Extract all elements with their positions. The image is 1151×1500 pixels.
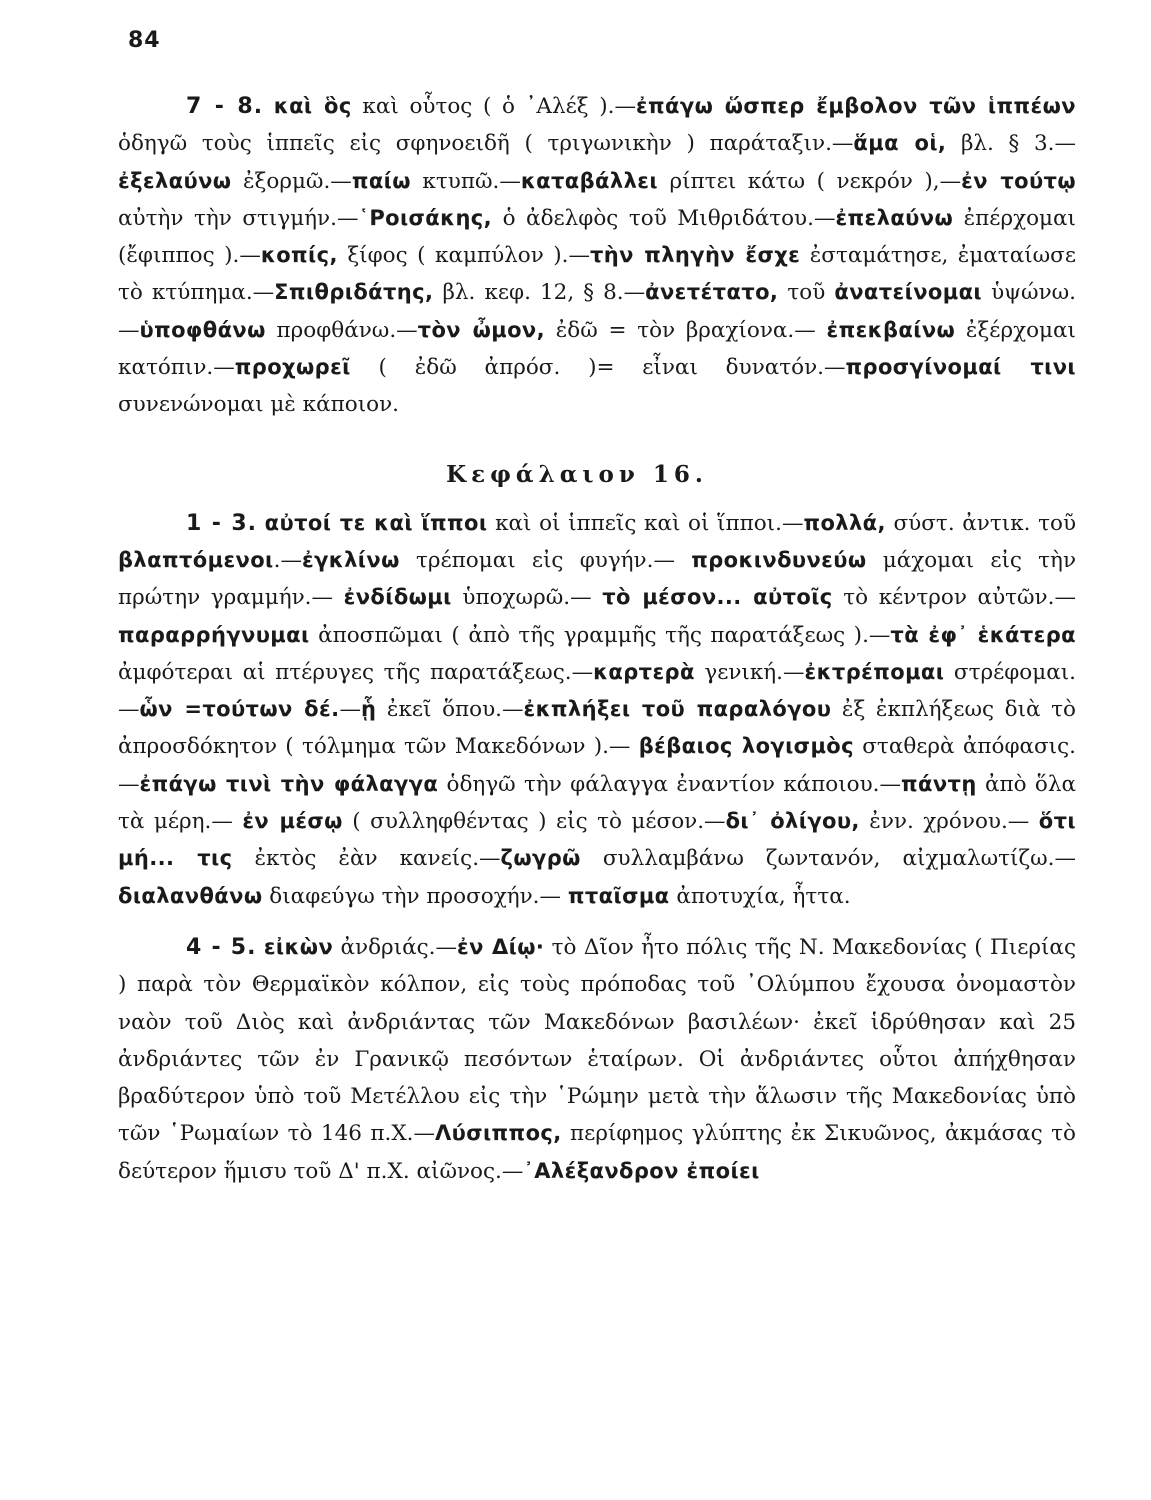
lemma: τὸ μέσον... αὐτοῖς xyxy=(602,585,833,610)
lemma: ᾗ xyxy=(360,697,377,722)
page-content xyxy=(118,88,1076,1190)
lemma: ἐνδίδωμι xyxy=(343,585,452,610)
gloss: ἐξορμῶ.— xyxy=(231,168,352,194)
gloss: συλλαμβάνω ζωντανόν, αἰχμαλωτίζω.— xyxy=(580,846,1076,872)
lemma: ἐπάγω ὥσπερ ἔμβολον τῶν ἱππέων xyxy=(635,94,1076,118)
gloss: ἀμφότεραι αἱ πτέρυγες τῆς παρατάξεως.— xyxy=(118,659,594,685)
chapter-heading: Κεφάλαιον 16. xyxy=(446,460,708,488)
gloss: τοῦ xyxy=(778,280,835,306)
lemma: ἐπεκβαίνω xyxy=(826,317,956,342)
gloss: ἐδῶ = τὸν βραχίονα.— xyxy=(545,317,827,343)
gloss: ὑποχωρῶ.— xyxy=(451,585,603,611)
lemma: ὅτι μή... τις xyxy=(118,809,1076,871)
lemma: ἐκτρέπομαι xyxy=(804,659,945,684)
gloss: ὁ ἀδελφὸς τοῦ Μιθριδάτου.— xyxy=(492,205,836,231)
lemma: βλαπτόμενοι xyxy=(118,547,274,572)
lemma: βέβαιος λογισμὸς xyxy=(638,734,854,759)
lemma: ἀνετέτατο, xyxy=(645,280,779,305)
gloss: ἀπὸ ὅλα τὰ μέρη.— xyxy=(118,771,1076,835)
gloss: ( συλληφθέντας ) εἰς τὸ μέσον.— xyxy=(342,809,726,835)
gloss: ὑψώνω.— xyxy=(118,280,1077,343)
lemma: ῾Ροισάκης, xyxy=(358,205,493,230)
lemma: τὴν πληγὴν ἔσχε xyxy=(589,243,801,268)
gloss: ἐνν. χρόνου.— xyxy=(859,809,1039,835)
lemma: ἐκπλήξει τοῦ παραλόγου xyxy=(523,697,832,722)
lemma: ἐξελαύνω xyxy=(118,168,232,193)
paragraph-7-8 xyxy=(118,88,1076,424)
lemma: ὑποφθάνω xyxy=(139,317,266,342)
lemma: ἐν τούτῳ xyxy=(961,168,1077,193)
lemma: καταβάλλει xyxy=(520,168,658,193)
gloss: ρίπτει κάτω ( νεκρόν ),— xyxy=(657,168,962,194)
lemma: καὶ ὃς xyxy=(273,94,352,118)
section-number: 7 - 8. xyxy=(186,94,264,119)
lemma: ὧν =τούτων δέ. xyxy=(139,697,340,722)
gloss: .— xyxy=(273,547,302,573)
gloss: μάχομαι εἰς τὴν πρώτην γραμμήν.— xyxy=(118,547,1077,611)
gloss: ἐξέρχομαι κατόπιν.— xyxy=(118,317,1076,381)
gloss: προφθάνω.— xyxy=(265,317,418,343)
paragraph-1-3 xyxy=(118,505,1076,915)
gloss: περίφημος γλύπτης ἐκ Σικυῶνος, ἀκμάσας τὸ δεύτερον ἥμισυ τοῦ Δ' π.Χ. αἰῶνος.— xyxy=(118,1121,1076,1184)
gloss: ἀποσπῶμαι ( ἀπὸ τῆς γραμμῆς τῆς παρατάξεως ).— xyxy=(309,622,891,648)
lemma: διαλανθάνω xyxy=(118,883,263,908)
gloss: τὸ κέντρον αὐτῶν.— xyxy=(832,585,1076,611)
lemma: τὸν ὦμον, xyxy=(417,317,546,342)
gloss: στρέφομαι.— xyxy=(118,659,1076,723)
lemma: κοπίς, xyxy=(260,243,338,268)
lemma: προκινδυνεύω xyxy=(691,547,867,572)
lemma: πταῖσμα xyxy=(567,883,670,908)
lemma: ἀνατείνομαι xyxy=(834,280,983,305)
lemma: πάντῃ xyxy=(901,771,977,796)
lemma: καρτερὰ xyxy=(593,659,695,684)
paragraph-spacer xyxy=(118,915,1076,929)
lemma: ἅμα οἱ, xyxy=(853,131,947,156)
lemma: ἐν μέσῳ xyxy=(242,809,343,834)
gloss: σύστ. ἀντικ. τοῦ xyxy=(885,510,1077,536)
section-number: 4 - 5. xyxy=(186,934,257,960)
gloss: ἐπέρχομαι (ἔφιππος ).— xyxy=(118,205,1076,269)
gloss: καὶ οἱ ἱππεῖς καὶ οἱ ἵπποι.— xyxy=(487,510,804,536)
gloss: ἀποτυχία, ἧττα. xyxy=(669,883,851,909)
lemma: ἐγκλίνω xyxy=(302,547,400,572)
section-number: 1 - 3. xyxy=(186,510,258,536)
gloss: ( ἐδῶ ἀπρόσ. )= εἶναι δυνατόν.— xyxy=(350,355,846,381)
lemma: προσγίνομαί τινι xyxy=(845,355,1076,380)
lemma: Λύσιππος, xyxy=(434,1121,562,1146)
gloss: τὸ Δῖον ἦτο πόλις τῆς Ν. Μακεδονίας ( Πιερίας ) παρὰ τὸν Θερμαϊκὸν κόλπον, εἰς τοὺς πρόποδας τοῦ ᾿Ολύμπου ἔχουσα ὀνομαστὸν ναὸν τοῦ Διὸς καὶ ἀνδριάντας τῶν Μακεδόνων βασιλέων· ἐκεῖ ἱδρύθησαν καὶ 25 ἀνδριάντες τῶν ἐν Γρανικῷ πεσόντων ἑταίρων. Οἱ ἀνδριάντες οὗτοι ἀπήχθησαν βραδύτερον ὑπὸ τοῦ Μετέλλου εἰς τὴν ῾Ρώμην μετὰ τὴν ἅλωσιν τῆς Μακεδονίας ὑπὸ τῶν ῾Ρωμαίων τὸ 146 π.Χ.— xyxy=(118,934,1076,1147)
gloss: — xyxy=(339,697,361,723)
gloss: ἐσταμάτησε, ἐματαίωσε τὸ κτύπημα.— xyxy=(118,243,1077,306)
gloss: τρέπομαι εἰς φυγήν.— xyxy=(399,547,692,573)
gloss: ἐκτὸς ἐὰν κανείς.— xyxy=(232,846,501,872)
lemma: ἐν Δίῳ· xyxy=(457,934,545,959)
gloss: σταθερὰ ἀπόφασις.— xyxy=(118,734,1076,797)
gloss: ὁδηγῶ τοὺς ἱππεῖς εἰς σφηνοειδῆ ( τριγωνικὴν ) παράταξιν.— xyxy=(118,131,854,157)
page-number: 84 xyxy=(128,28,161,53)
lemma: ἐπελαύνω xyxy=(835,205,954,230)
lemma: τὰ ἐφ᾿ ἑκάτερα xyxy=(890,622,1076,647)
gloss: ξίφος ( καμπύλον ).— xyxy=(337,243,590,269)
gloss: γενική.— xyxy=(694,659,805,685)
lemma: πολλά, xyxy=(803,510,886,535)
lemma: παραρρήγνυμαι xyxy=(118,622,310,647)
lemma: προχωρεῖ xyxy=(234,355,351,380)
gloss: διαφεύγω τὴν προσοχήν.— xyxy=(262,883,568,909)
gloss: ὁδηγῶ τὴν φάλαγγα ἐναντίον κάποιου.— xyxy=(438,771,902,797)
gloss: βλ. κεφ. 12, § 8.— xyxy=(433,280,646,306)
gloss: ἐξ ἐκπλήξεως διὰ τὸ ἀπροσδόκητον ( τόλμημα τῶν Μακεδόνων ).— xyxy=(118,697,1076,760)
lemma: ζωγρῶ xyxy=(500,846,581,871)
gloss: κτυπῶ.— xyxy=(410,168,521,194)
lemma: δι᾿ ὀλίγου, xyxy=(725,809,860,834)
gloss: συνενώνομαι μὲ κάποιον. xyxy=(118,392,399,418)
gloss: βλ. § 3.— xyxy=(946,131,1076,157)
lemma: παίω xyxy=(351,168,411,193)
lemma: Σπιθριδάτης, xyxy=(274,280,434,305)
lemma: ᾿Αλέξανδρον ἐποίει xyxy=(523,1158,760,1183)
paragraph-4-5 xyxy=(118,929,1076,1190)
gloss: ἀνδριάς.— xyxy=(333,934,458,960)
gloss: καὶ οὗτος ( ὁ ᾿Αλέξ ).— xyxy=(351,94,636,119)
gloss: ἐκεῖ ὅπου.— xyxy=(376,697,524,723)
gloss: αὐτὴν τὴν στιγμήν.— xyxy=(118,205,359,231)
lemma: ἐπάγω τινὶ τὴν φάλαγγα xyxy=(139,771,439,796)
lemma: εἰκὼν xyxy=(263,934,334,959)
lemma: αὐτοί τε καὶ ἵπποι xyxy=(264,510,488,535)
